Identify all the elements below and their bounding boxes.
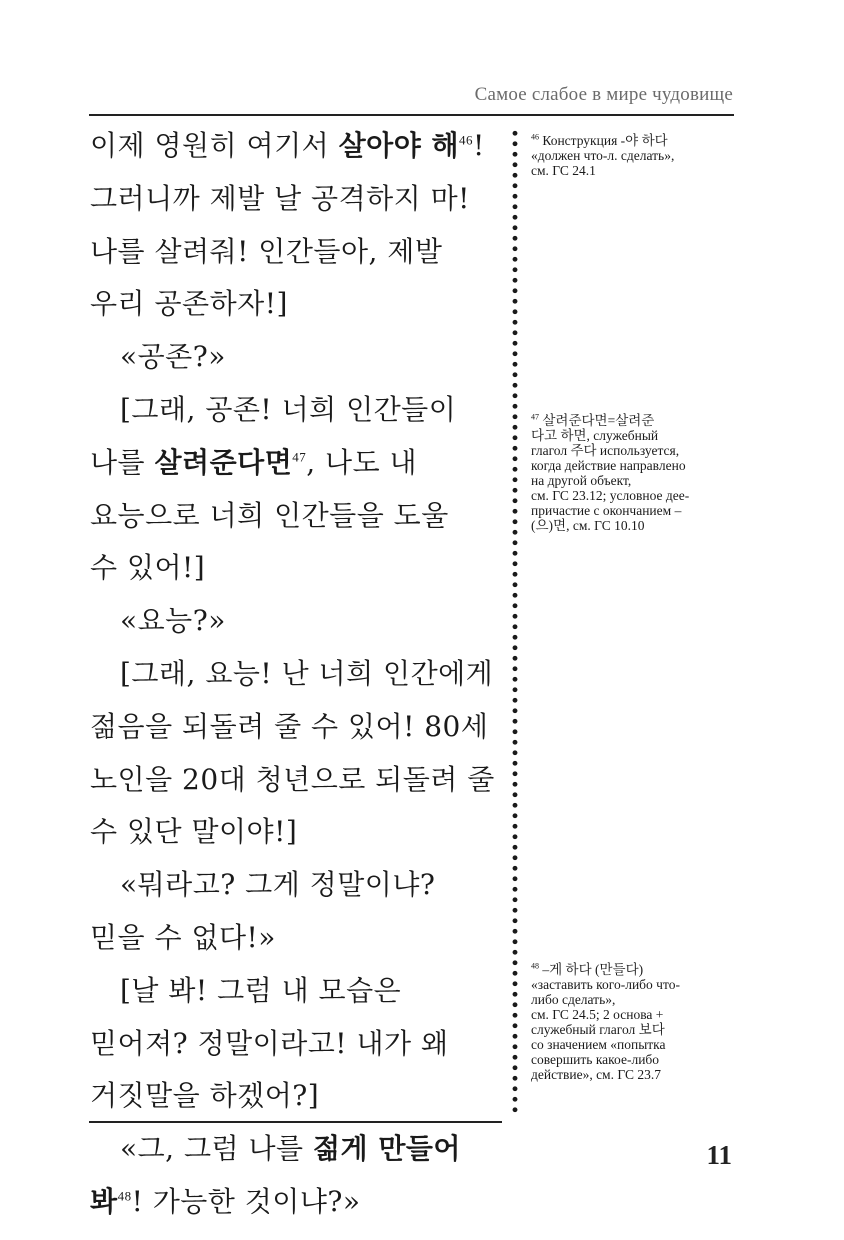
page-number: 11 [706,1140,732,1170]
footnote-line: служебный глагол 보다 [531,1022,665,1037]
footnote-ref: 48 [117,1188,132,1204]
text-line: «그, 그럼 나를 젊게 만들어 [120,1132,461,1166]
footnote-48 [531,962,746,1082]
text-line: 젊음을 되돌려 줄 수 있어! 80세 [90,709,489,743]
footnote-line: глагол 주다 используется, [531,443,680,458]
footnote-line: действие», см. ГС 23.7 [531,1067,661,1082]
dotted-divider [511,128,519,1114]
footnote-line: (으)면, см. ГС 10.10 [531,518,645,533]
footnote-line: см. ГС 24.1 [531,163,596,178]
text-line: 요능으로 너희 인간들을 도울 [90,498,449,532]
footnote-line: «заставить кого-либо что- [531,977,680,992]
footnote-line: на другой объект, [531,473,632,488]
footnote-line: совершить какое-либо [531,1052,660,1067]
footnote-line: см. ГС 23.12; условное дее- [531,488,690,503]
text-end-rule [89,1121,502,1123]
footnote-line: причастие с окончанием – [531,503,682,518]
footnote-line: 다고 하면, служебный [531,428,659,443]
text-line: «뭐라고? 그게 정말이냐? [120,868,436,902]
text-line: [그래, 공존! 너희 인간들이 [120,392,457,426]
text-line: «요능?» [120,604,226,638]
main-text [90,120,510,1229]
header-rule [89,114,734,116]
text-line: [그래, 요능! 난 너희 인간에게 [120,656,494,690]
text-line: «공존?» [120,340,226,374]
text-line: 믿어져? 정말이라고! 내가 왜 [90,1026,449,1060]
text-line: 수 있어!] [90,551,206,585]
text-line: 노인을 20대 청년으로 되돌려 줄 [90,762,495,796]
footnote-line: см. ГС 24.5; 2 основа + [531,1007,664,1022]
footnote-47 [531,413,746,533]
text-line: 나를 살려줘! 인간들아, 제발 [90,234,443,268]
footnote-number: 48 [531,961,539,971]
emphasis: 살아야 해 [338,129,460,162]
footnote-ref: 47 [292,449,307,465]
running-header: Самое слабое в мире чудовище [474,84,733,105]
text-line: 믿을 수 없다!» [90,920,276,954]
footnote-number: 47 [531,412,539,422]
text-line: 봐$^{48}$! 가능한 것이냐?» [90,1184,361,1218]
footnote-line: либо сделать», [531,992,616,1007]
emphasis: 젊게 만들어 [312,1132,461,1166]
emphasis: 봐 [90,1184,118,1218]
text-line: 거짓말을 하겠어?] [90,1079,320,1113]
footnote-line: $^{46}$ Конструкция -야 하다 [531,132,668,148]
text-line: 수 있단 말이야!] [90,815,298,849]
footnote-number: 46 [531,132,539,142]
footnote-46 [531,133,746,178]
footnote-line: когда действие направлено [531,458,686,473]
footnote-line: «должен что-л. сделать», [531,148,675,163]
text-line: 그러니까 제발 날 공격하지 마! [90,181,470,215]
footnote-line: со значением «попытка [531,1037,666,1052]
text-line: 나를 살려준다면$^{47}$, 나도 내 [90,445,418,479]
footnote-line: $^{47}$ 살려준다면=살려준 [531,412,655,428]
emphasis: 살려준다면 [154,445,293,479]
text-line: 우리 공존하자!] [90,287,288,321]
text-line: 이제 영원히 여기서 살아야 해$^{46}$! [90,129,485,162]
footnote-line: $^{48}$ –게 하다 (만들다) [531,961,644,977]
text-line: [날 봐! 그럼 내 모습은 [120,973,402,1007]
footnote-ref: 46 [459,132,474,148]
